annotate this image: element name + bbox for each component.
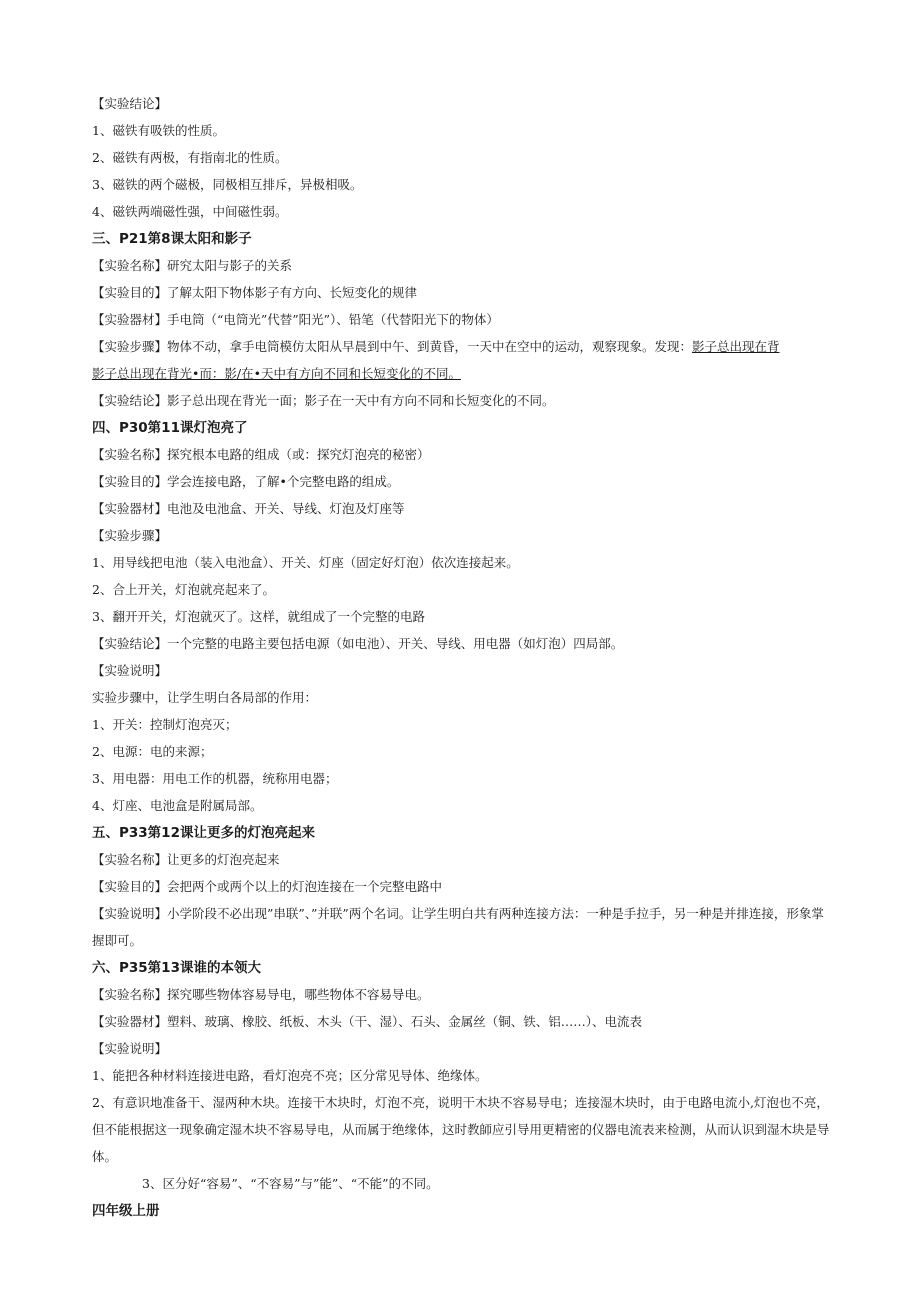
paragraph: 【实验器材】塑料、玻璃、橡胶、纸板、木头（干、湿）、石头、金属丝（铜、铁、铝……）、电流表 [92,1014,643,1029]
list-item: 2、磁铁有两极，有指南北的性质。 [92,150,288,165]
lesson-heading: 六、P35第13课谁的本领大 [92,960,261,976]
paragraph: 【实验目的】学会连接电路，了解•个完整电路的组成。 [92,474,400,489]
list-item: 2、合上开关，灯泡就亮起来了。 [92,582,275,597]
list-item: 1、用导线把电池（装入电池盒）、开关、灯座（固定好灯泡）依次连接起来。 [92,555,519,570]
underlined-text: 影子总出现在背光•而：影/在•天中有方向不同和长短变化的不同。 [92,366,461,381]
list-item: 3、区分好“容易”、“不容易”与”能”、“不能”的不同。 [142,1176,439,1191]
list-item: 2、有意识地准备干、湿两种木块。连接干木块时，灯泡不亮，说明干木块不容易导电；连接湿木块时，由于电路电流小,灯泡也不亮，但不能根据这一现象确定湿木块不容易导电，从而属于绝缘体，这时教師应引导用更精密的仪器电流表来检测，从而认识到湿木块是导体。 [92,1095,830,1164]
paragraph: 【实验名称】探究哪些物体容易导电，哪些物体不容易导电。 [92,987,430,1002]
paragraph: 【实验器材】手电筒（“电筒光”代替”阳光”）、铅笔（代替阳光下的物体） [92,312,499,327]
paragraph: 【实验名称】研究太阳与影子的关系 [92,258,293,273]
list-item: 1、开关：控制灯泡亮灭； [92,717,238,732]
list-item: 1、磁铁有吸铁的性质。 [92,123,225,138]
paragraph: 【实验结论】一个完整的电路主要包括电源（如电池）、开关、导线、用电器（如灯泡）四局部。 [92,636,624,651]
paragraph: 实验步骤中，让学生明白各局部的作用： [92,690,318,705]
list-item: 1、能把各种材料连接进电路，看灯泡亮不亮；区分常见导体、绝缘体。 [92,1068,488,1083]
paragraph: 【实验结论】影子总出现在背光一面；影子在一天中有方向不同和长短变化的不同。 [92,393,555,408]
lesson-heading: 三、P21第8课太阳和影子 [92,231,252,247]
paragraph: 【实验说明】小学阶段不必出现”串联”、”并联”两个名词。让学生明白共有两种连接方法：一种是手拉手，另一种是并排连接，形象掌握即可。 [92,906,824,948]
paragraph: 【实验目的】了解太阳下物体影子有方向、长短变化的规律 [92,285,418,300]
paragraph-text: 【实验步骤】物体不动，拿手电筒模仿太阳从早晨到中午、到黄昏，一天中在空中的运动，观察现象。发现： [92,339,693,354]
paragraph: 【实验名称】让更多的灯泡亮起来 [92,852,280,867]
section-label: 【实验说明】 [92,1041,168,1056]
paragraph: 【实验名称】探究根本电路的组成（或：探究灯泡亮的秘密） [92,447,430,462]
list-item: 3、磁铁的两个磁极，同极相互排斥，异极相吸。 [92,177,363,192]
list-item: 4、磁铁两端磁性强，中间磁性弱。 [92,204,288,219]
list-item: 2、电源：电的来源； [92,744,213,759]
section-label: 【实验说明】 [92,663,168,678]
paragraph: 【实验目的】会把两个或两个以上的灯泡连接在一个完整电路中 [92,879,443,894]
paragraph [92,339,832,355]
paragraph: 【实验器材】电池及电池盒、开关、导线、灯泡及灯座等 [92,501,405,516]
list-item: 4、灯座、电池盒是附属局部。 [92,798,263,813]
section-label: 【实验步骤】 [92,528,168,543]
list-item: 3、用电器：用电工作的机器，统称用电器； [92,771,338,786]
lesson-heading: 四、P30第11课灯泡亮了 [92,420,248,436]
underlined-text: 影子总出现在背 [692,339,780,354]
lesson-heading: 五、P33第12课让更多的灯泡亮起来 [92,825,315,841]
list-item: 3、翻开开关，灯泡就灭了。这样，就组成了一个完整的电路 [92,609,425,624]
grade-heading: 四年级上册 [92,1203,160,1219]
section-label: 【实验结论】 [92,96,168,111]
